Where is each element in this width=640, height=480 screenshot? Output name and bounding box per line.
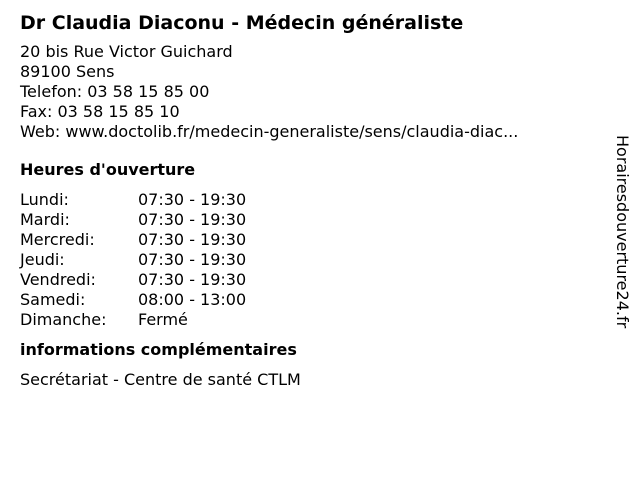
page-title: Dr Claudia Diaconu - Médecin généraliste: [20, 12, 464, 34]
hours-day: Vendredi:: [20, 270, 96, 289]
opening-hours-table: [20, 190, 600, 330]
hours-time: 07:30 - 19:30: [138, 230, 247, 249]
hours-row-wednesday: [20, 230, 600, 250]
hours-time: 07:30 - 19:30: [138, 210, 247, 229]
hours-time: 07:30 - 19:30: [138, 190, 247, 209]
hours-time: 07:30 - 19:30: [138, 250, 247, 269]
hours-day: Mardi:: [20, 210, 70, 229]
hours-time: 08:00 - 13:00: [138, 290, 247, 309]
hours-day: Mercredi:: [20, 230, 95, 249]
hours-time: 07:30 - 19:30: [138, 270, 247, 289]
hours-row-thursday: [20, 250, 600, 270]
website-link[interactable]: Web: www.doctolib.fr/medecin-generaliste/sens/claudia-diac...: [20, 122, 519, 141]
contact-block: [20, 42, 600, 142]
hours-day: Dimanche:: [20, 310, 107, 329]
hours-row-friday: [20, 270, 600, 290]
additional-info-heading: informations complémentaires: [20, 340, 297, 359]
opening-hours-heading: Heures d'ouverture: [20, 160, 196, 179]
address-city: 89100 Sens: [20, 62, 115, 81]
hours-row-saturday: [20, 290, 600, 310]
hours-row-monday: [20, 190, 600, 210]
site-watermark-text: Horairesdouverture24.fr: [613, 135, 632, 329]
fax-number: Fax: 03 58 15 85 10: [20, 102, 180, 121]
additional-info-text: Secrétariat - Centre de santé CTLM: [20, 370, 301, 389]
address-street: 20 bis Rue Victor Guichard: [20, 42, 233, 61]
hours-day: Samedi:: [20, 290, 86, 309]
hours-day: Jeudi:: [20, 250, 65, 269]
phone-number: Telefon: 03 58 15 85 00: [20, 82, 210, 101]
hours-time: Fermé: [138, 310, 188, 329]
listing-card: [20, 10, 600, 390]
hours-row-sunday: [20, 310, 600, 330]
hours-day: Lundi:: [20, 190, 69, 209]
hours-row-tuesday: [20, 210, 600, 230]
